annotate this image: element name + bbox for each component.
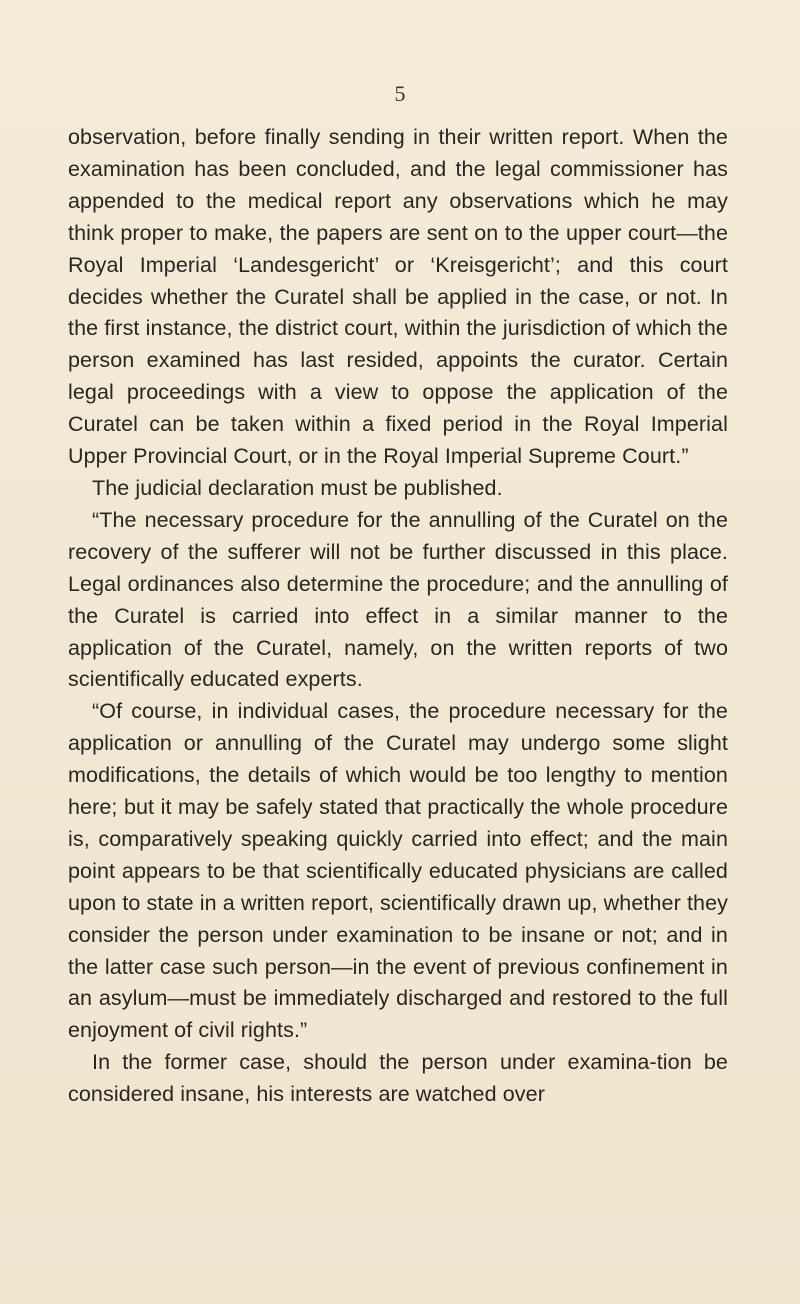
paragraph-former-case: In the former case, should the person under examina-tion be considered insane, his interests are watched over [68, 1050, 728, 1107]
paragraph-individual-cases: “Of course, in individual cases, the procedure necessary for the application or annulling of the Curatel may undergo some slight modifications, the details of which would be too lengthy to mention here; but it may be safely stated that practically the whole procedure is, comparatively speaking quickly carried into effect; and the main point appears to be that scientifically educated physicians are called upon to state in a written report, scientifically drawn up, whether they consider the person under examination to be insane or not; and in the latter case such person—in the event of previous confinement in an asylum—must be immediately discharged and restored to the full enjoyment of civil rights.” [68, 699, 728, 1043]
page-number: 5 [394, 81, 406, 106]
paragraph-judicial-declaration: The judicial declaration must be published. [92, 475, 503, 500]
body-text [68, 122, 728, 1111]
paragraph-annulling-procedure: “The necessary procedure for the annulling of the Curatel on the recovery of the sufferer will not be further discussed in this place. Legal ordinances also determine the procedure; and the annulling of the Curatel is carried into effect in a similar manner to the application of the Curatel, namely, on the written reports of two scientifically educated experts. [68, 507, 728, 692]
paragraph-continuation: observation, before finally sending in their written report. When the examination has been concluded, and the legal commissioner has appended to the medical report any observations which he may think proper to make, the papers are sent on to the upper court—the Royal Imperial ‘Landesgericht’ or ‘Kreisgericht’; and this court decides whether the Curatel shall be applied in the case, or not. In the first instance, the district court, within the jurisdiction of which the person examined has last resided, appoints the curator. Certain legal proceedings with a view to oppose the application of the Curatel can be taken within a fixed period in the Royal Imperial Upper Provincial Court, or in the Royal Imperial Supreme Court.” [68, 125, 728, 469]
